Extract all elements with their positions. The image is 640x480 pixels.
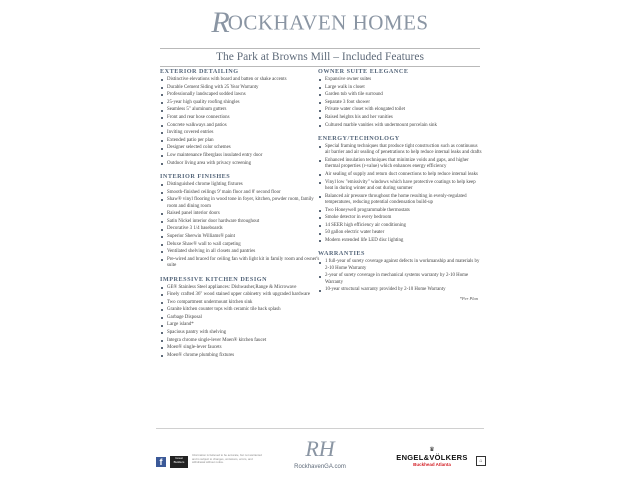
feature-item: 25-year high quality roofing shingles [160,100,322,106]
feature-item: GE® Stainless Steel appliances: Dishwasher,Range & Microwave [160,285,322,291]
feature-item: 14 SEER high efficiency air conditioning [318,223,482,229]
feature-item: Inviting covered entries [160,130,322,136]
feature-item: Moen® single-lever faucets [160,345,322,351]
section-title: EXTERIOR DETAILING [160,68,239,75]
great-builders-badge: Great Builders [170,456,188,468]
feature-item: 1 full-year of surety coverage against defects in workmanship and materials by 2-10 Home Warranty [318,259,482,272]
feature-item: Expansive owner suites [318,77,482,83]
facebook-icon[interactable]: f [156,457,166,467]
feature-item: Concrete walkways and patios [160,123,322,129]
crown-icon: ♛ [429,447,435,453]
feature-item: Durable Cement Siding with 25 Year Warranty [160,85,322,91]
ev-name: ENGEL&VÖLKERS [396,453,468,462]
section-title: WARRANTIES [318,250,365,258]
feature-item: Superior Sherwin Williams® paint [160,234,322,240]
feature-item: Professionally landscaped sodded lawns [160,92,322,98]
feature-list [318,259,482,293]
brand-name: OCKHAVEN HOMES [227,10,429,35]
feature-item: Raised panel interior doors [160,211,322,217]
right-column [318,68,482,301]
feature-item: Private water closet with elongated toilet [318,107,482,113]
feature-item: Seamless 5" aluminum gutters [160,107,322,113]
feature-list [160,182,322,270]
feature-item: Low maintenance fiberglass insulated entry door [160,153,322,159]
website-link[interactable]: RockhavenGA.com [294,464,346,470]
feature-item: Moen® chrome plumbing fixtures [160,353,322,359]
feature-item: Pre-wired and braced for ceiling fan with light kit in family room and owner's suite [160,257,322,270]
section-title: ENERGY/TECHNOLOGY [318,134,400,142]
feature-item: Air sealing of supply and return duct connections to help reduce internal leaks [318,172,482,178]
feature-item: Two Honeywell programmable thermostats [318,208,482,214]
feature-item: Front and rear hose connections [160,115,322,121]
ev-sub: Buckhead Atlanta [413,462,451,467]
feature-item: Finely crafted 36" wood stained upper cabinetry with upgraded hardware [160,292,322,298]
feature-item: Separate 3 foot shower [318,100,482,106]
engel-volkers-logo [392,446,472,467]
rh-monogram: RH [305,436,335,461]
feature-item: Raised heights his and her vanities [318,115,482,121]
disclaimer: Information is believed to be accurate, but not warranted and is subject to changes, omissions, errors, and withdrawal without notice. [192,453,262,465]
feature-item: Cultured marble vanities with undermount porcelain sink [318,123,482,129]
feature-list [318,144,482,244]
feature-item: Garden tub with tile surround [318,92,482,98]
feature-item: Distinctive elevations with board and batten or shake accents [160,77,322,83]
brand-logo [134,6,506,40]
feature-sheet [134,0,506,480]
feature-list [318,77,482,129]
footer [156,434,484,474]
feature-item: Smooth-finished ceilings 9' main floor and 8' second floor [160,190,322,196]
feature-item: Spacious pantry with shelving [160,330,322,336]
feature-item: Deluxe Shaw® wall to wall carpeting [160,242,322,248]
feature-item: Distinguished chrome lighting fixtures [160,182,322,188]
page-title: The Park at Browns Mill – Included Features [160,48,480,67]
feature-list [160,77,322,167]
feature-item: Satin Nickel interior door hardware throughout [160,219,322,225]
equal-housing-icon: ⌂ [476,456,486,466]
footer-divider [156,428,484,429]
feature-item: Granite kitchen counter tops with ceramic tile back splash [160,307,322,313]
feature-item: Modern extended life LED disc lighting [318,238,482,244]
feature-item: Designer selected color schemes [160,145,322,151]
feature-item: Large island* [160,322,322,328]
feature-item: Large walk in closet [318,85,482,91]
feature-item: Ventilated shelving in all closets and pantries [160,249,322,255]
feature-item: Decorative 3 1/4 baseboards [160,226,322,232]
feature-item: 50 gallon electric water heater [318,230,482,236]
feature-item: Shaw® vinyl flooring in wood tone in foyer, kitchen, powder room, family room and dining room [160,197,322,210]
feature-item: Smoke detector in every bedroom [318,215,482,221]
feature-item: Balanced air pressure throughout the home resulting in evenly-regulated temperatures, reducing potential condensation build-up [318,194,482,207]
feature-item: Two compartment undermount kitchen sink [160,300,322,306]
section-title: OWNER SUITE ELEGANCE [318,68,409,75]
feature-item: 10-year structural warranty provided by 2-10 Home Warranty [318,287,482,293]
section-title: IMPRESSIVE KITCHEN DESIGN [160,275,268,283]
feature-item: Integra chrome single-lever Moen® kitchen faucet [160,338,322,344]
feature-item: Special framing techniques that produce tight construction such as continuous air barrier and air sealing of penetrations to help reduce internal leaks and drafts [318,144,482,157]
feature-item: Garbage Disposal [160,315,322,321]
feature-item: Vinyl low "emissivity" windows which have protective coatings to help keep heat in during winter and out during summer [318,180,482,193]
feature-list [160,285,322,360]
left-column [160,68,322,365]
feature-item: 2-year of surety coverage in mechanical systems warranty by 2-10 Home Warranty [318,273,482,286]
feature-item: Outdoor living area with privacy screening [160,161,322,167]
feature-item: Enhanced insulation techniques that minimize voids and gaps, and higher thermal properties (r-value) which enhances energy efficiency [318,158,482,171]
feature-item: Extended patio per plan [160,138,322,144]
logo-letter: R [211,6,231,39]
per-plan-note: *Per Plan [459,295,478,301]
section-title: INTERIOR FINISHES [160,172,231,180]
